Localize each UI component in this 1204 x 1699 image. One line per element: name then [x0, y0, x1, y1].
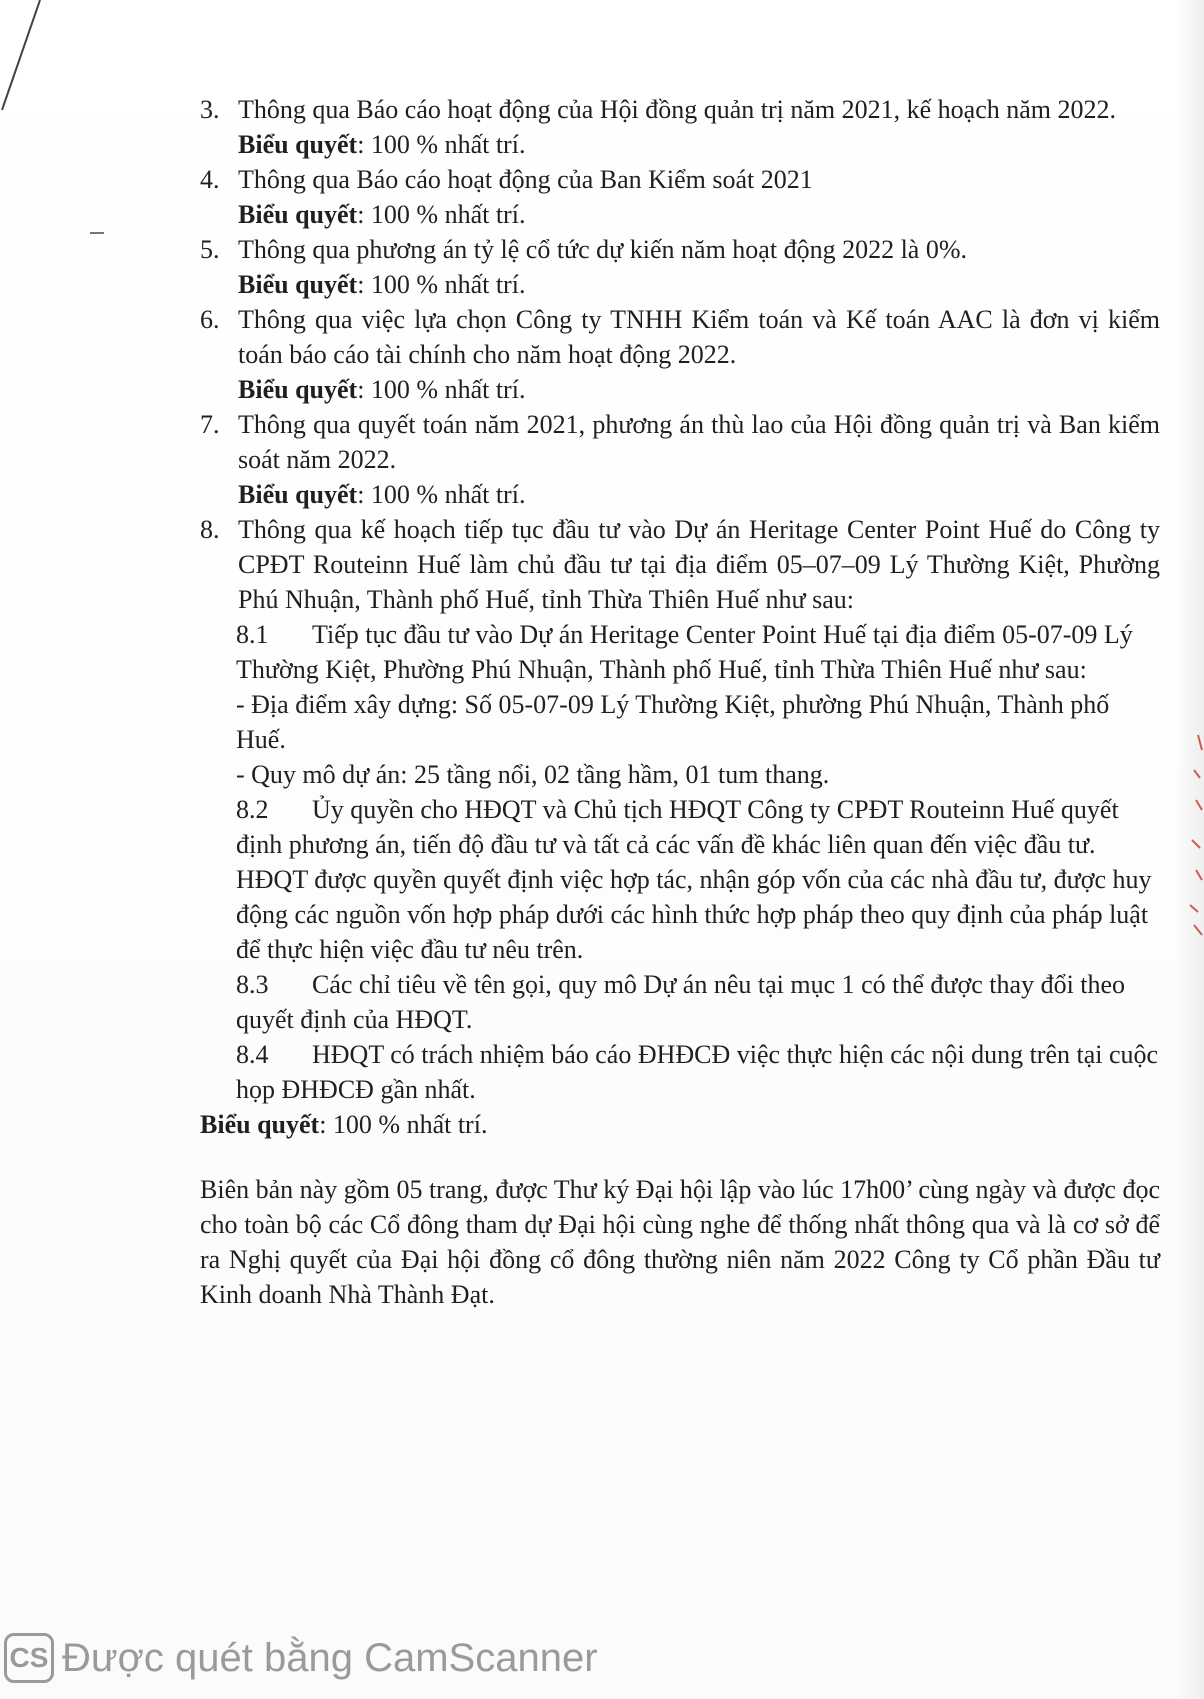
closing-paragraph: Biên bản này gồm 05 trang, được Thư ký Đại hội lập vào lúc 17h00’ cùng ngày và được đọc cho toàn bộ các Cổ đông tham dự Đại hội cùng nghe để thống nhất thông qua và là cơ sở để ra Nghị quyết của Đại hội đồng cổ đông thường niên năm 2022 Công ty Cổ phần Đầu tư Kinh doanh Nhà Thành Đạt.: [200, 1175, 1160, 1309]
scale-line: - Quy mô dự án: 25 tầng nổi, 02 tầng hầm, 01 tum thang.: [236, 760, 830, 789]
sub-item-label: 8.1: [236, 620, 269, 649]
vote-line: [238, 197, 1160, 232]
item-text: Thông qua phương án tỷ lệ cổ tức dự kiến năm hoạt động 2022 là 0%.: [238, 235, 967, 264]
camscanner-logo-icon: CS: [4, 1633, 54, 1683]
item-number: 5.: [200, 235, 220, 264]
sub-item-8-3: [236, 967, 1160, 1037]
item-text: Thông qua Báo cáo hoạt động của Hội đồng quản trị năm 2021, kế hoạch năm 2022.: [238, 95, 1117, 124]
camscanner-watermark: [4, 1628, 598, 1688]
resolution-item-8: [200, 512, 1160, 1142]
resolution-item-6: [200, 302, 1160, 407]
vote-label: Biểu quyết: [238, 130, 358, 159]
sub-item-8-4: [236, 1037, 1160, 1107]
item-number: 7.: [200, 410, 220, 439]
vote-line: [238, 267, 1160, 302]
sub-item-label: 8.3: [236, 970, 269, 999]
item-number: 6.: [200, 305, 220, 334]
vote-line: [238, 477, 1160, 512]
vote-line: [200, 1107, 1160, 1142]
margin-mark: [90, 232, 104, 234]
page-edge-mark: [0, 0, 60, 120]
item-number: 8.: [200, 515, 220, 544]
item-text: Thông qua kế hoạch tiếp tục đầu tư vào Dự án Heritage Center Point Huế do Công ty CPĐT Routeinn Huế làm chủ đầu tư tại địa điểm 05–07–09 Lý Thường Kiệt, Phường Phú Nhuận, Thành phố Huế, tỉnh Thừa Thiên Huế như sau:: [238, 515, 1160, 614]
resolution-item-7: [200, 407, 1160, 512]
vote-value: : 100 % nhất trí.: [357, 270, 526, 299]
sub-item-text: HĐQT có trách nhiệm báo cáo ĐHĐCĐ việc thực hiện các nội dung trên tại cuộc họp ĐHĐCĐ gần nhất.: [236, 1040, 1159, 1104]
resolution-item-5: [200, 232, 1160, 302]
vote-value: : 100 % nhất trí.: [357, 480, 526, 509]
item-text: Thông qua việc lựa chọn Công ty TNHH Kiểm toán và Kế toán AAC là đơn vị kiểm toán báo cáo tài chính cho năm hoạt động 2022.: [238, 305, 1160, 369]
item-number: 3.: [200, 95, 220, 124]
sub-item-label: 8.4: [236, 1040, 269, 1069]
vote-value: : 100 % nhất trí.: [357, 375, 526, 404]
vote-label: Biểu quyết: [200, 1110, 320, 1139]
sub-item-text: Ủy quyền cho HĐQT và Chủ tịch HĐQT Công ty CPĐT Routeinn Huế quyết định phương án, tiến độ đầu tư và tất cả các vấn đề khác liên quan đến việc đầu tư. HĐQT được quyền quyết định việc hợp tác, nhận góp vốn của các nhà đầu tư, được huy động các nguồn vốn hợp pháp dưới các hình thức hợp pháp theo quy định của pháp luật để thực hiện việc đầu tư nêu trên.: [236, 795, 1152, 964]
document-body: [200, 92, 1160, 1312]
vote-value: : 100 % nhất trí.: [357, 130, 526, 159]
resolution-item-3: [200, 92, 1160, 162]
red-stamp-edge: [1180, 730, 1204, 940]
item-text: Thông qua quyết toán năm 2021, phương án thù lao của Hội đồng quản trị và Ban kiểm soát năm 2022.: [238, 410, 1160, 474]
vote-value: : 100 % nhất trí.: [319, 1110, 488, 1139]
vote-label: Biểu quyết: [238, 480, 358, 509]
sub-item-8-2: [236, 792, 1160, 967]
location-line: - Địa điểm xây dựng: Số 05-07-09 Lý Thường Kiệt, phường Phú Nhuận, Thành phố Huế.: [236, 690, 1110, 754]
item-text: Thông qua Báo cáo hoạt động của Ban Kiểm soát 2021: [238, 165, 813, 194]
vote-value: : 100 % nhất trí.: [357, 200, 526, 229]
vote-label: Biểu quyết: [238, 200, 358, 229]
watermark-text: Được quét bằng CamScanner: [62, 1635, 598, 1680]
resolution-item-4: [200, 162, 1160, 232]
sub-item-8-1: [236, 617, 1160, 687]
vote-label: Biểu quyết: [238, 270, 358, 299]
vote-line: [238, 127, 1160, 162]
vote-label: Biểu quyết: [238, 375, 358, 404]
vote-line: [238, 372, 1160, 407]
sub-item-label: 8.2: [236, 795, 269, 824]
sub-item-text: Tiếp tục đầu tư vào Dự án Heritage Center Point Huế tại địa điểm 05-07-09 Lý Thường Kiệt, Phường Phú Nhuận, Thành phố Huế, tỉnh Thừa Thiên Huế như sau:: [236, 620, 1133, 684]
sub-item-text: Các chỉ tiêu về tên gọi, quy mô Dự án nêu tại mục 1 có thể được thay đổi theo quyết định của HĐQT.: [236, 970, 1126, 1034]
item-number: 4.: [200, 165, 220, 194]
